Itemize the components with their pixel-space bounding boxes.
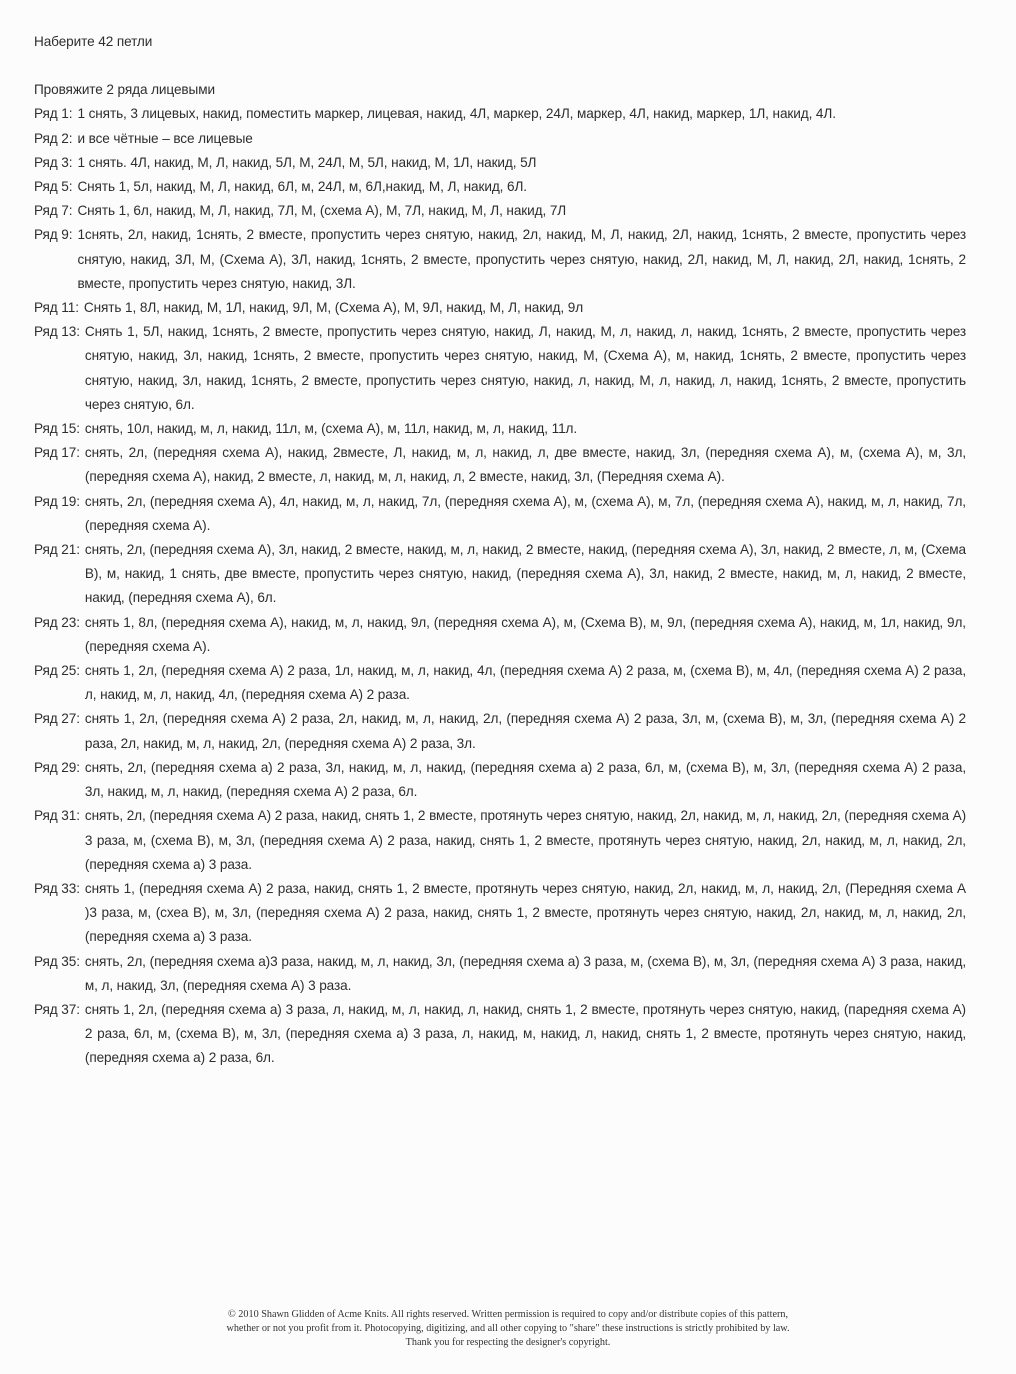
row-instruction — [34, 175, 966, 199]
row-text: и все чётные – все лицевые — [77, 130, 253, 146]
row-label: Ряд 5: — [34, 179, 73, 195]
row-instruction — [34, 127, 966, 151]
row-label: Ряд 35: — [34, 953, 80, 969]
row-instruction — [34, 804, 966, 877]
row-instruction — [34, 199, 966, 223]
row-text: 1 снять, 3 лицевых, накид, поместить маркер, лицевая, накид, 4Л, маркер, 24Л, маркер, 4Л, накид, маркер, 1Л, накид, 4Л. — [77, 106, 836, 122]
row-label: Ряд 7: — [34, 203, 73, 219]
row-label: Ряд 9: — [34, 227, 73, 243]
row-text: снять, 10л, накид, м, л, накид, 11л, м, (схема А), м, 11л, накид, м, л, накид, 11л. — [84, 421, 578, 437]
row-text: снять, 2л, (передняя схема А), 4л, накид, м, л, накид, 7л, (передняя схема А), м, (схема А), м, 7л, (передняя схема А), накид, м, л, накид, 7л, (передняя схема А). — [84, 493, 966, 533]
row-label: Ряд 27: — [34, 711, 80, 727]
copyright-line: whether or not you profit from it. Photocopying, digitizing, and all other copying to "share" these instructions is strictly prohibited by law. — [226, 1323, 790, 1334]
row-instruction — [34, 707, 966, 755]
row-text: 1 снять. 4Л, накид, М, Л, накид, 5Л, М, 24Л, М, 5Л, накид, М, 1Л, накид, 5Л — [77, 154, 537, 170]
cast-on-instruction: Наберите 42 петли — [34, 34, 153, 49]
row-instruction — [34, 296, 966, 320]
row-instruction — [34, 538, 966, 611]
row-instruction — [34, 611, 966, 659]
row-instruction — [34, 950, 966, 998]
row-text: Снять 1, 5Л, накид, 1снять, 2 вместе, пропустить через снятую, накид, Л, накид, М, л, накид, л, накид, 1снять, 2 вместе, пропустить через снятую, накид, 3л, накид, 1снять, 2 вместе, пропустить через снятую, накид, М, (Схема А), м, накид, 1снять, 2 вместе, пропустить через снятую, накид, 3л, накид, 1снять, 2 вместе, пропустить через снятую, накид, л, накид, М, л, накид, л, накид, 1снять, 2 вместе, пропустить через снятую, 6л. — [84, 324, 966, 412]
row-text: Снять 1, 5л, накид, М, Л, накид, 6Л, м, 24Л, м, 6Л,накид, М, Л, накид, 6Л. — [77, 179, 527, 195]
row-text: снять, 2л, (передняя схема А) 2 раза, накид, снять 1, 2 вместе, протянуть через снятую, накид, 2л, накид, м, л, накид, 2л, (передняя схема А) 3 раза, м, (схема В), м, 3л, (передняя схема А) 2 раза, накид, снять 1, 2 вместе, протянуть через снятую, накид, 2л, накид, м, л, накид, 2л, (передняя схема а) 3 раза. — [84, 808, 966, 872]
row-text: снять, 2л, (передняя схема а)3 раза, накид, м, л, накид, 3л, (передняя схема а) 3 раза, м, (схема В), м, 3л, (передняя схема А) 3 раза, накид, м, л, накид, 3л, (передняя схема А) 3 раза. — [84, 953, 966, 993]
row-label: Ряд 2: — [34, 130, 73, 146]
row-label: Ряд 29: — [34, 759, 80, 775]
row-label: Ряд 15: — [34, 421, 80, 437]
pattern-content — [34, 30, 966, 1071]
row-label: Ряд 31: — [34, 808, 80, 824]
row-text: Снять 1, 8Л, накид, М, 1Л, накид, 9Л, М, (Схема А), М, 9Л, накид, М, Л, накид, 9л — [83, 300, 584, 316]
row-instruction — [34, 223, 966, 296]
row-label: Ряд 33: — [34, 880, 80, 896]
intro-instruction: Провяжите 2 ряда лицевыми — [34, 82, 215, 98]
row-label: Ряд 23: — [34, 614, 80, 630]
row-instruction — [34, 877, 966, 950]
row-label: Ряд 17: — [34, 445, 80, 461]
row-text: снять 1, 2л, (передняя схема а) 3 раза, л, накид, м, л, накид, л, накид, снять 1, 2 вместе, протянуть через снятую, накид, (пaредняя схема А) 2 раза, 6л, м, (схема В), м, 3л, (передняя схема а) 3 раза, л, накид, м, накид, л, накид, снять 1, 2 вместе, протянуть через снятую, накид, (передняя схема а) 2 раза, 6л. — [84, 1001, 966, 1066]
row-text: снять 1, 8л, (передняя схема А), накид, м, л, накид, 9л, (передняя схема А), м, (Схема В), м, 9л, (передняя схема А), накид, м, 1л, накид, 9л, (передняя схема А). — [84, 614, 966, 654]
row-label: Ряд 37: — [34, 1001, 80, 1017]
row-instruction — [34, 490, 966, 538]
row-instruction — [34, 998, 966, 1071]
row-instruction — [34, 441, 966, 489]
copyright-line: © 2010 Shawn Glidden of Acme Knits. All rights reserved. Written permission is required to copy and/or distribute copies of this pattern, — [228, 1309, 788, 1320]
row-instruction — [34, 151, 966, 175]
row-instruction — [34, 417, 966, 441]
row-label: Ряд 21: — [34, 542, 80, 558]
row-label: Ряд 11: — [34, 300, 79, 316]
row-instruction — [34, 320, 966, 417]
copyright-footer — [60, 1308, 956, 1350]
row-instruction — [34, 659, 966, 707]
row-label: Ряд 19: — [34, 493, 80, 509]
row-text: Снять 1, 6л, накид, М, Л, накид, 7Л, М, (схема А), М, 7Л, накид, М, Л, накид, 7Л — [77, 203, 567, 219]
row-text: снять, 2л, (передняя схема а) 2 раза, 3л, накид, м, л, накид, (передняя схема а) 2 раза, 6л, м, (схема В), м, 3л, (передняя схема А) 2 раза, 3л, накид, м, л, накид, (передняя схема А) 2 раза, 6л. — [84, 759, 966, 800]
row-label: Ряд 13: — [34, 324, 80, 340]
row-label: Ряд 3: — [34, 154, 73, 170]
row-text: снять, 2л, (передняя схема А), 3л, накид, 2 вместе, накид, м, л, накид, 2 вместе, накид, (передняя схема А), 3л, накид, 2 вместе, л, м, (Схема В), м, накид, 1 снять, две вместе, пропустить через снятую, накид, (передняя схема А), 3л, накид, 2 вместе, накид, м, л, накид, 2 вместе, накид, (передняя схема А), 6л. — [84, 542, 966, 606]
row-label: Ряд 1: — [34, 106, 73, 122]
row-text: снять 1, 2л, (передняя схема А) 2 раза, 1л, накид, м, л, накид, 4л, (передняя схема А) 2 раза, м, (схема В), м, 4л, (передняя схема А) 2 раза, л, накид, м, л, накид, 4л, (передняя схема А) 2 раза. — [84, 663, 966, 703]
row-label: Ряд 25: — [34, 663, 80, 679]
row-instruction — [34, 102, 966, 126]
copyright-thanks: Thank you for respecting the designer's copyright. — [405, 1337, 611, 1348]
row-instruction — [34, 756, 966, 804]
row-text: снять 1, 2л, (передняя схема А) 2 раза, 2л, накид, м, л, накид, 2л, (передняя схема А) 2 раза, 3л, м, (схема В), м, 3л, (передняя схема А) 2 раза, 2л, накид, м, л, накид, 2л, (передняя схема А) 2 раза, 3л. — [84, 711, 966, 751]
row-text: 1снять, 2л, накид, 1снять, 2 вместе, пропустить через снятую, накид, 2л, накид, М, Л, накид, 2Л, накид, 1снять, 2 вместе, пропустить через снятую, накид, 3Л, М, (Схема А), 3Л, накид, 1снять, 2 вместе, пропустить через снятую, накид, 2Л, накид, М, Л, накид, 2Л, накид, 1снять, 2 вместе, пропустить через снятую, накид, 3Л. — [77, 227, 966, 291]
row-text: снять, 2л, (передняя схема А), накид, 2вместе, Л, накид, м, л, накид, л, две вместе, накид, 3л, (передняя схема А), м, (схема А), м, 3л, (передняя схема А), накид, 2 вместе, л, накид, м, л, накид, л, 2 вместе, накид, 3л, (Передняя схема А). — [84, 445, 966, 485]
row-text: снять 1, (передняя схема А) 2 раза, накид, снять 1, 2 вместе, протянуть через снятую, накид, 2л, накид, м, л, накид, 2л, (Передняя схема А )3 раза, м, (схеа В), м, 3л, (передняя схема А) 2 раза, накид, снять 1, 2 вместе, протянуть через снятую, накид, 2л, накид, м, л, накид, 2л, (передняя схема а) 3 раза. — [84, 880, 966, 945]
